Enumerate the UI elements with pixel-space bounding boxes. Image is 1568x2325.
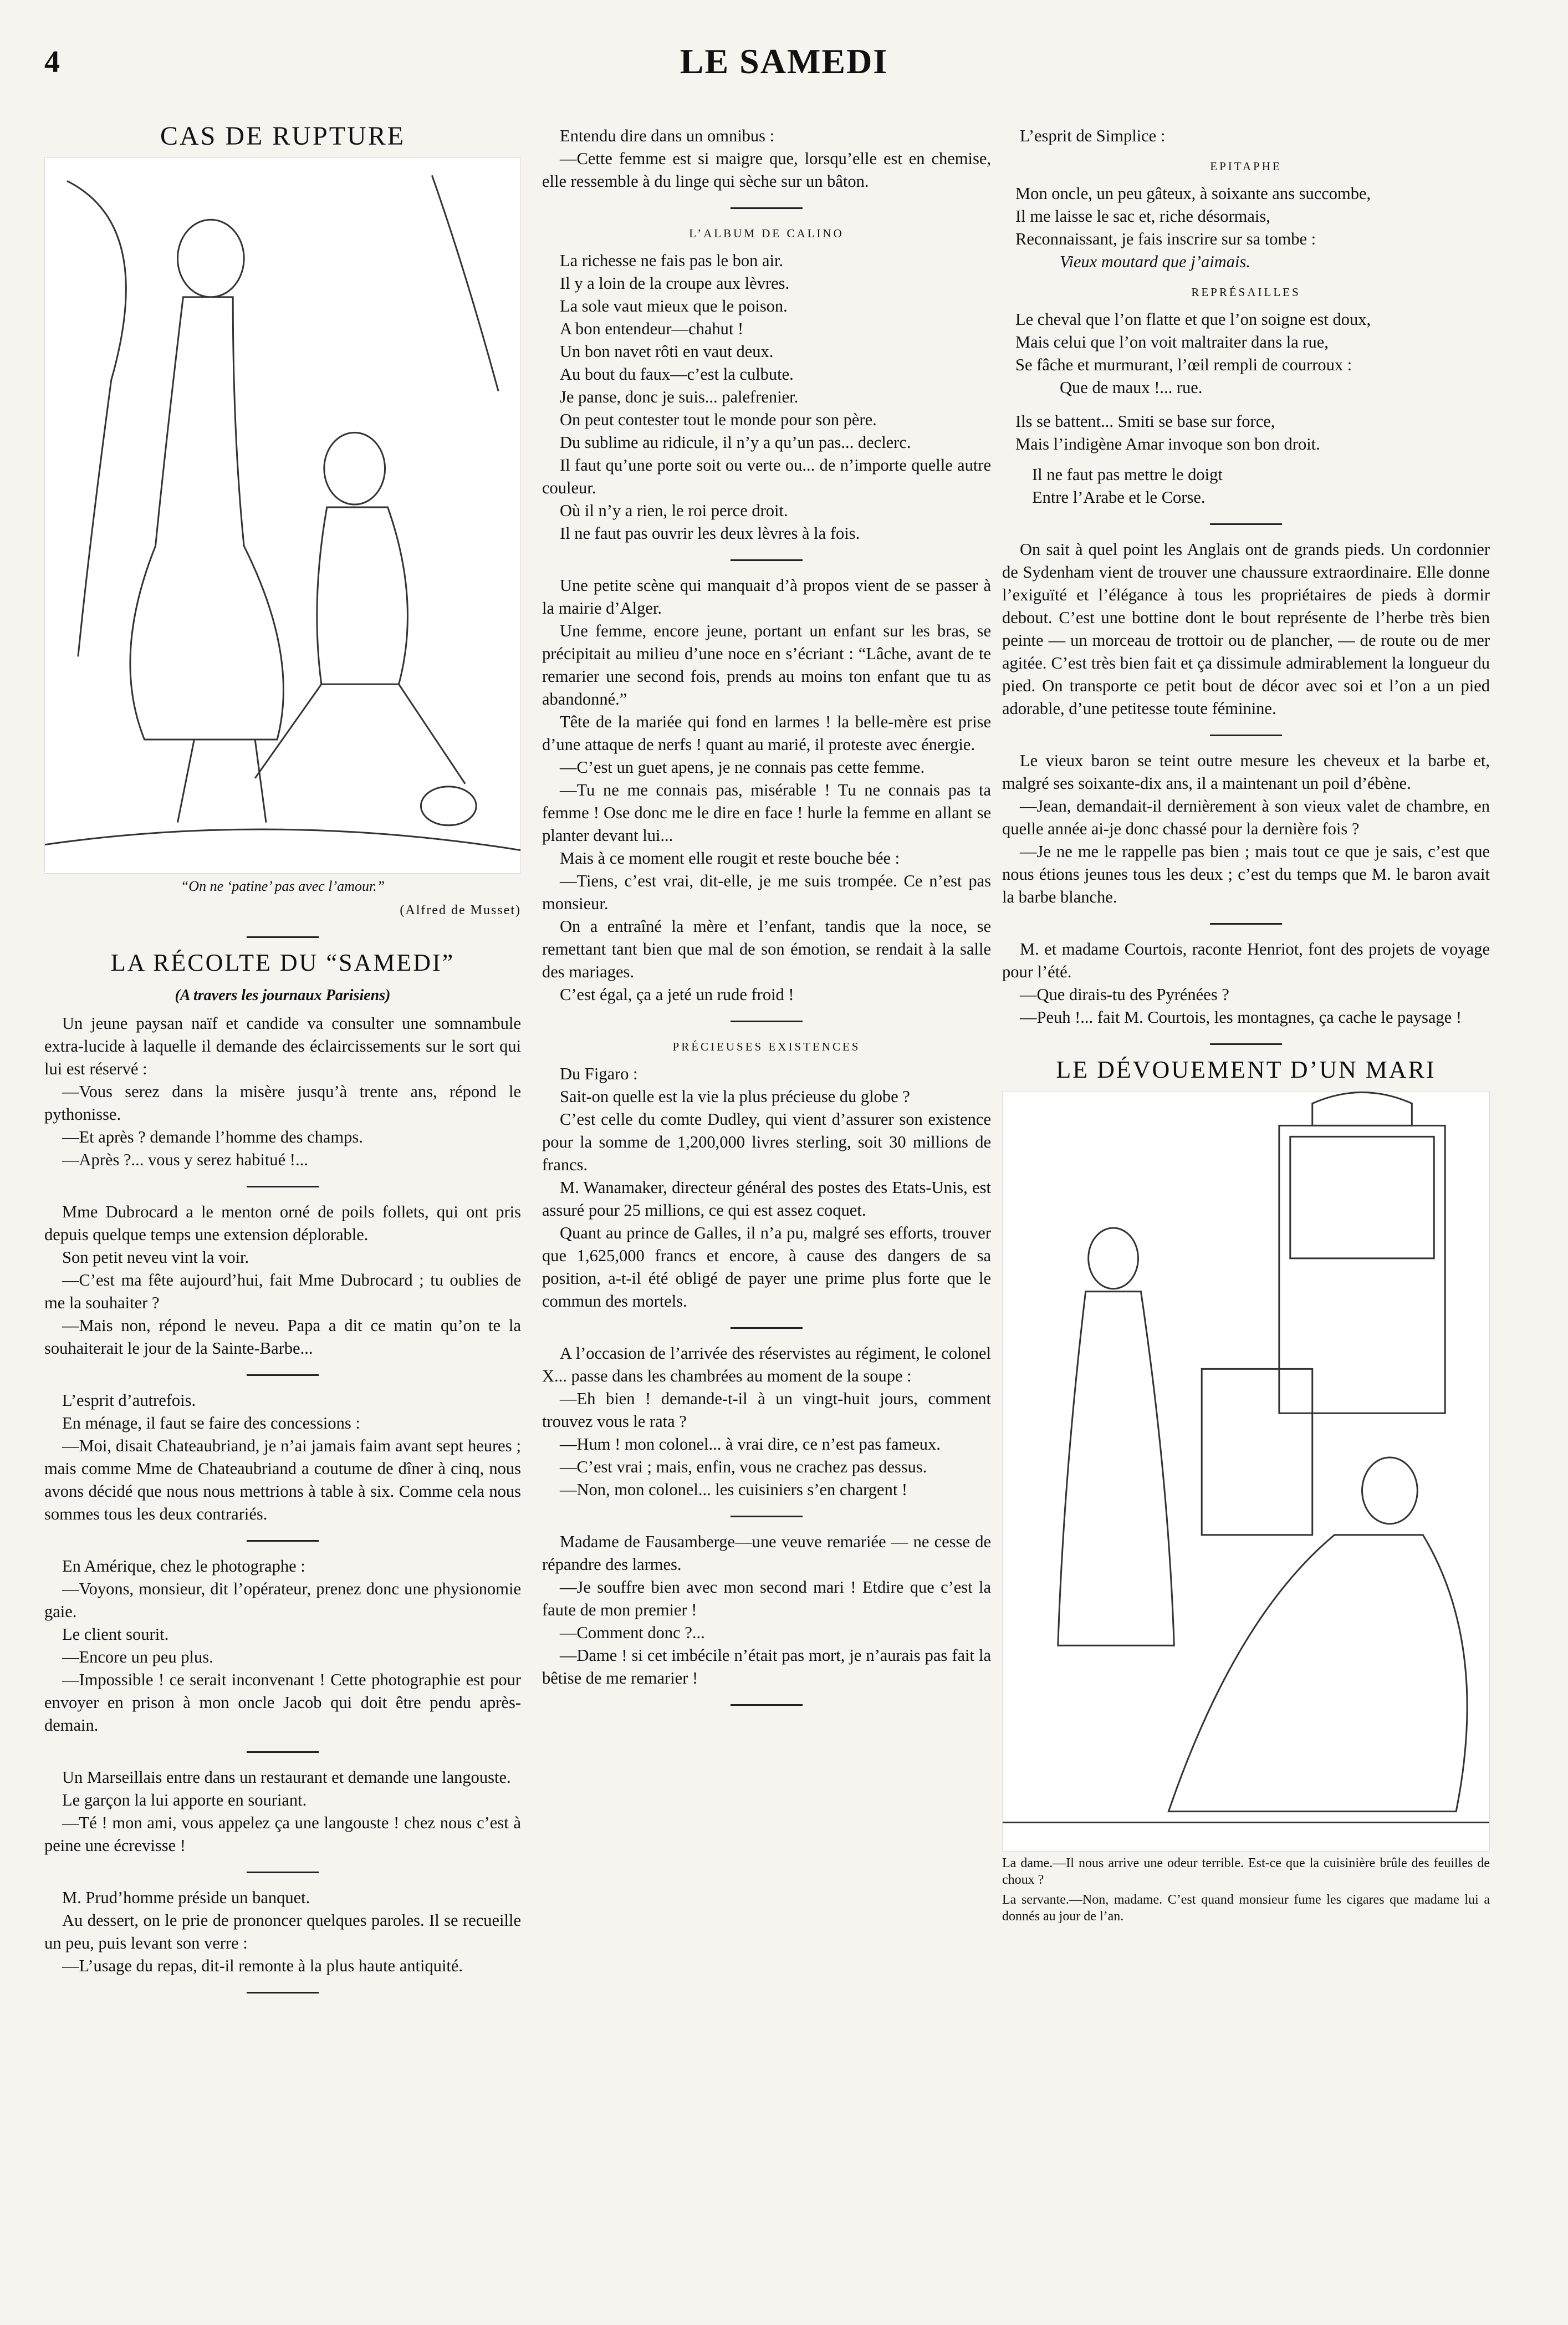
verse-line: Ils se battent... Smiti se base sur force, [1015, 412, 1275, 431]
paragraph: Une petite scène qui manquait d’à propos vient de se passer à la mairie d’Alger. [542, 576, 991, 618]
paragraph: —Tu ne me connais pas, misérable ! Tu ne connais pas ta femme ! Ose donc me le dire en face ! hurle la femme en allant se planter devant lui... [542, 781, 991, 845]
paragraph: M. Wanamaker, directeur général des postes des Etats-Unis, est assuré pour 25 millions, ce qui est assez coquet. [542, 1178, 991, 1220]
verse-line: Vieux moutard que j’aimais. [1060, 252, 1250, 271]
divider [247, 1374, 319, 1376]
paragraph: —Et après ? demande l’homme des champs. [62, 1128, 363, 1146]
paragraph: Sait-on quelle est la vie la plus précieuse du globe ? [560, 1087, 910, 1106]
divider [731, 1327, 803, 1329]
paragraph: —Hum ! mon colonel... à vrai dire, ce n’est pas fameux. [560, 1435, 941, 1454]
paragraph: Entendu dire dans un omnibus : [560, 126, 775, 145]
paragraph: La richesse ne fais pas le bon air. [560, 251, 784, 270]
verse-line: Mais l’indigène Amar invoque son bon droit. [1015, 435, 1320, 453]
illustration-skaters [44, 157, 521, 874]
paragraph: C’est celle du comte Dudley, qui vient d’assurer son existence pour la somme de 1,200,000 livres sterling, soit 30 millions de francs. [542, 1110, 991, 1174]
paragraph: A l’occasion de l’arrivée des réservistes au régiment, le colonel X... passe dans les chambrées au moment de la soupe : [542, 1344, 991, 1385]
paragraph: Un bon navet rôti en vaut deux. [560, 342, 774, 361]
paragraph: —Peuh !... fait M. Courtois, les montagnes, ça cache le paysage ! [1020, 1008, 1462, 1027]
paragraph: C’est égal, ça a jeté un rude froid ! [560, 985, 794, 1004]
page-number: 4 [44, 45, 60, 79]
verse-line: Il ne faut pas mettre le doigt [1032, 465, 1223, 484]
paragraph: —C’est un guet apens, je ne connais pas cette femme. [560, 758, 925, 777]
paragraph: Le client sourit. [62, 1625, 169, 1644]
paragraph: Le vieux baron se teint outre mesure les cheveux et la barbe et, malgré ses soixante-dix ans, il a maintenant un poil d’ébène. [1002, 751, 1490, 793]
paragraph: —Voyons, monsieur, dit l’opérateur, prenez donc une physionomie gaie. [44, 1579, 521, 1621]
paragraph: Quant au prince de Galles, il n’a pu, malgré ses efforts, trouver que 1,625,000 francs et encore, à cause des dangers de sa position, a-t-il été obligé de payer une prime plus forte que le commun des mortels. [542, 1223, 991, 1311]
divider [247, 1186, 319, 1187]
paragraph: En Amérique, chez le photographe : [62, 1557, 305, 1576]
subsection-title-calino: L’ALBUM DE CALINO [689, 227, 844, 240]
section-subtitle: (A travers les journaux Parisiens) [175, 987, 391, 1004]
verse-line: Entre l’Arabe et le Corse. [1032, 488, 1206, 507]
paragraph: —Je ne me le rappelle pas bien ; mais tout ce que je sais, c’est que nous étions jeunes tous les deux ; c’est du temps que M. le baron avait la barbe blanche. [1002, 842, 1490, 906]
paragraph: Il y a loin de la croupe aux lèvres. [560, 274, 790, 293]
divider [1210, 1043, 1282, 1045]
verse-line: Que de maux !... rue. [1060, 378, 1203, 397]
divider [731, 1704, 803, 1706]
paragraph: En ménage, il faut se faire des concessions : [62, 1414, 360, 1432]
paragraph: Mme Dubrocard a le menton orné de poils follets, qui ont pris depuis quelque temps une extension déplorable. [44, 1202, 521, 1244]
paragraph: —Dame ! si cet imbécile n’était pas mort, je n’aurais pas fait la bêtise de me remarier ! [542, 1646, 991, 1687]
section-title-recolte: LA RÉCOLTE DU “SAMEDI” [110, 949, 455, 976]
paragraph: —Non, mon colonel... les cuisiniers s’en chargent ! [560, 1480, 908, 1499]
illustration-caption: La servante.—Non, madame. C’est quand monsieur fume les cigares que madame lui a donnés au jour de l’an. [1002, 1893, 1490, 1924]
section-title-devouement: LE DÉVOUEMENT D’UN MARI [1056, 1056, 1436, 1083]
paragraph: —L’usage du repas, dit-il remonte à la plus haute antiquité. [62, 1956, 463, 1975]
paragraph: —Vous serez dans la misère jusqu’à trente ans, répond le pythonisse. [44, 1082, 521, 1124]
paragraph: —C’est ma fête aujourd’hui, fait Mme Dubrocard ; tu oublies de me la souhaiter ? [44, 1271, 521, 1312]
divider [247, 1992, 319, 1993]
divider [1210, 523, 1282, 525]
poem-represailles [1002, 308, 1490, 509]
paragraph: Un Marseillais entre dans un restaurant et demande une langouste. [62, 1768, 511, 1787]
paragraph: —Après ?... vous y serez habitué !... [62, 1150, 308, 1169]
paragraph: —Je souffre bien avec mon second mari ! Etdire que c’est la faute de mon premier ! [542, 1578, 991, 1619]
page-header [44, 33, 1524, 94]
paragraph: —Té ! mon ami, vous appelez ça une langouste ! chez nous c’est à peine une écrevisse ! [44, 1813, 521, 1855]
subsection-title-precieuses: PRÉCIEUSES EXISTENCES [672, 1040, 861, 1053]
divider [731, 207, 803, 209]
divider [1210, 923, 1282, 925]
divider [247, 936, 319, 938]
divider [731, 559, 803, 561]
paragraph: A bon entendeur—chahut ! [560, 319, 744, 338]
paragraph: Au bout du faux—c’est la culbute. [560, 365, 794, 384]
paragraph: —Que dirais-tu des Pyrénées ? [1020, 985, 1229, 1004]
paragraph: —Encore un peu plus. [62, 1648, 213, 1666]
divider [731, 1021, 803, 1022]
paragraph: Tête de la mariée qui fond en larmes ! la belle-mère est prise d’une attaque de nerfs ! quant au marié, il proteste avec énergie. [542, 712, 991, 754]
divider [247, 1540, 319, 1542]
paragraph: Un jeune paysan naïf et candide va consulter une somnambule extra-lucide à laquelle il demande des éclaircissements sur le sort qui lui est réservé : [44, 1014, 521, 1078]
paragraph: On a entraîné la mère et l’enfant, tandis que la noce, se remettant tant bien que mal de son émotion, se rendait à la salle des mariages. [542, 917, 991, 981]
paragraph: Il ne faut pas ouvrir les deux lèvres à la fois. [560, 524, 860, 543]
divider [247, 1751, 319, 1753]
paragraph: On peut contester tout le monde pour son père. [560, 410, 877, 429]
paragraph: L’esprit de Simplice : [1020, 126, 1166, 145]
paragraph: —Eh bien ! demande-t-il à un vingt-huit jours, comment trouvez vous le rata ? [542, 1389, 991, 1431]
paragraph: On sait à quel point les Anglais ont de grands pieds. Un cordonnier de Sydenham vient de trouver une chaussure extraordinaire. Elle donne l’exiguïté et l’élégance à tous les propriétaires de pieds à dormir debout. C’est une bottine dont le bout représente de l’herbe très bien peinte — un morceau de trottoir ou de plancher, — de route ou de mer agitée. C’est très bien fait et ça dissimule admirablement la longueur du pied. On transporte ce petit bout de décor avec soi et l’on a un pied adorable, d’une petitesse toute féminine. [1002, 540, 1490, 718]
paragraph: Je panse, donc je suis... palefrenier. [560, 387, 799, 406]
paragraph: —Comment donc ?... [560, 1623, 705, 1642]
skaters-sketch-icon [45, 158, 520, 873]
paragraph: —Tiens, c’est vrai, dit-elle, je me suis trompée. Ce n’est pas monsieur. [542, 871, 991, 913]
column-3 [1002, 125, 1490, 1925]
paragraph: La sole vaut mieux que le poison. [560, 297, 788, 315]
paragraph: Au dessert, on le prie de prononcer quelques paroles. Il se recueille un peu, puis levant son verre : [44, 1911, 521, 1952]
masthead: LE SAMEDI [680, 42, 888, 81]
paragraph: Du sublime au ridicule, il n’y a qu’un pas... declerc. [560, 433, 911, 452]
paragraph: —C’est vrai ; mais, enfin, vous ne crachez pas dessus. [560, 1457, 927, 1476]
paragraph: Du Figaro : [560, 1064, 638, 1083]
subsection-title-represailles: REPRÉSAILLES [1191, 285, 1301, 299]
paragraph: Le garçon la lui apporte en souriant. [62, 1791, 307, 1809]
paragraph: Mais à ce moment elle rougit et reste bouche bée : [560, 849, 900, 868]
paragraph: Une femme, encore jeune, portant un enfant sur les bras, se précipitait au milieu d’une noce en s’écriant : “Lâche, avant de te remarier une second fois, prends au moins ton enfant que tu as abandonné.” [542, 621, 991, 708]
paragraph: —Mais non, répond le neveu. Papa a dit ce matin qu’on te la souhaiterait le jour de la Sainte-Barbe... [44, 1316, 521, 1358]
paragraph: —Cette femme est si maigre que, lorsqu’elle est en chemise, elle ressemble à du linge qui sèche sur un bâton. [542, 149, 991, 191]
section-title-rupture: CAS DE RUPTURE [160, 121, 406, 151]
divider [731, 1516, 803, 1517]
divider [1210, 735, 1282, 736]
paragraph: M. et madame Courtois, raconte Henriot, font des projets de voyage pour l’été. [1002, 940, 1490, 981]
paragraph: —Impossible ! ce serait inconvenant ! Cette photographie est pour envoyer en prison à mon oncle Jacob qui doit être pendu après-demain. [44, 1670, 521, 1735]
paragraph: —Moi, disait Chateaubriand, je n’ai jamais faim avant sept heures ; mais comme Mme de Chateaubriand a coutume de dîner à cinq, nous avons décidé que nous nous mettrions à table à six. Comme cela nous sommes tous les deux contrariés. [44, 1436, 521, 1523]
verse-line: Se fâche et murmurant, l’œil rempli de courroux : [1015, 355, 1352, 374]
column-1 [44, 121, 521, 2007]
verse-line: Reconnaissant, je fais inscrire sur sa tombe : [1015, 230, 1316, 248]
column-2 [542, 125, 991, 1719]
paragraph: Il faut qu’une porte soit ou verte ou... de n’importe quelle autre couleur. [542, 456, 991, 497]
verse-line: Mon oncle, un peu gâteux, à soixante ans succombe, [1015, 184, 1371, 203]
paragraph: —Jean, demandait-il dernièrement à son vieux valet de chambre, en quelle année ai-je donc chassé pour la dernière fois ? [1002, 797, 1490, 838]
paragraph: Son petit neveu vint la voir. [62, 1248, 249, 1267]
paragraph: M. Prud’homme préside un banquet. [62, 1888, 310, 1907]
poem-epitaphe [1002, 182, 1490, 273]
paragraph: L’esprit d’autrefois. [62, 1391, 196, 1410]
illustration-caption: La dame.—Il nous arrive une odeur terrible. Est-ce que la cuisinière brûle des feuilles de choux ? [1002, 1856, 1490, 1887]
verse-line: Mais celui que l’on voit maltraiter dans la rue, [1015, 333, 1329, 351]
divider [247, 1872, 319, 1873]
illustration-parlor [1002, 1091, 1490, 1852]
caption-author: (Alfred de Musset) [400, 903, 521, 917]
parlor-sketch-icon [1003, 1092, 1489, 1851]
illustration-caption: “On ne ‘patine’ pas avec l’amour.” [180, 878, 385, 894]
verse-line: Il me laisse le sac et, riche désormais, [1015, 207, 1270, 226]
subsection-title-epitaphe: EPITAPHE [1210, 160, 1282, 173]
paragraph: Madame de Fausamberge—une veuve remariée — ne cesse de répandre des larmes. [542, 1532, 991, 1574]
paragraph: Où il n’y a rien, le roi perce droit. [560, 501, 788, 520]
verse-line: Le cheval que l’on flatte et que l’on soigne est doux, [1015, 310, 1371, 329]
